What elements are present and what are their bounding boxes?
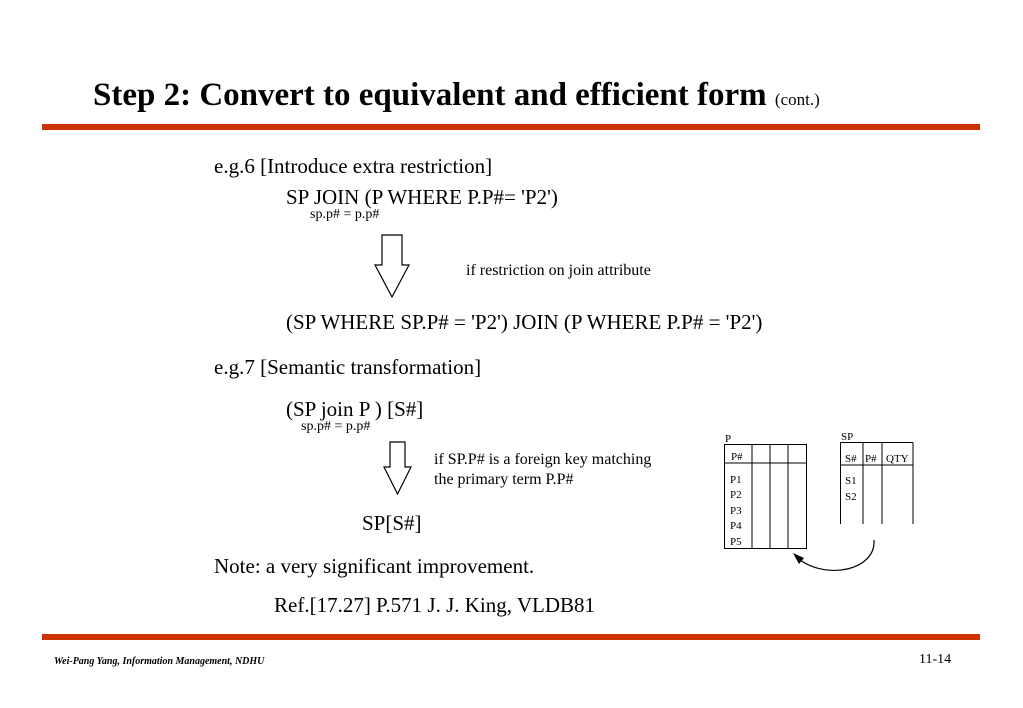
eg6-result: (SP WHERE SP.P# = 'P2') JOIN (P WHERE P.P# = 'P2') (286, 310, 763, 334)
eg6-heading: e.g.6 [Introduce extra restriction] (214, 154, 493, 178)
note-text: Note: a very significant improvement. (214, 554, 535, 578)
p-table-row: P4 (730, 520, 742, 532)
footer-divider (42, 634, 980, 640)
foreign-key-curved-arrow-icon (788, 536, 884, 580)
p-table-header: P# (731, 451, 743, 463)
eg7-expression: (SP join P ) [S#] (286, 397, 424, 421)
p-table-row: P5 (730, 536, 742, 548)
eg6-join-condition: sp.p# = p.p# (310, 207, 380, 222)
eg6-condition: if restriction on join attribute (466, 262, 651, 279)
title-divider (42, 124, 980, 130)
reference-text: Ref.[17.27] P.571 J. J. King, VLDB81 (274, 593, 596, 617)
eg7-condition-line1: if SP.P# is a foreign key matching (434, 451, 652, 468)
eg7-down-arrow-icon (384, 442, 412, 496)
eg6-expression: SP JOIN (P WHERE P.P#= 'P2') (286, 185, 558, 209)
sp-table-header-p: P# (865, 453, 877, 465)
eg7-result: SP[S#] (362, 511, 422, 535)
sp-table-name: SP (841, 431, 854, 443)
eg7-heading: e.g.7 [Semantic transformation] (214, 355, 482, 379)
eg6-down-arrow-icon (374, 235, 410, 299)
p-table-name: P (725, 433, 732, 445)
sp-table-row: S1 (845, 475, 857, 487)
footer-author: Wei-Pang Yang, Information Management, NDHU (54, 656, 265, 667)
page-number: 11-14 (919, 652, 952, 667)
p-table-row: P1 (730, 474, 742, 486)
slide-title (93, 75, 820, 120)
sp-table-header-s: S# (845, 453, 857, 465)
slide-title-text: Step 2: Convert to equivalent and efficient form (93, 77, 767, 113)
p-table-row: P3 (730, 505, 742, 517)
eg7-join-condition: sp.p# = p.p# (301, 419, 371, 434)
eg7-condition-line2: the primary term P.P# (434, 471, 574, 488)
slide-title-suffix: (cont.) (774, 90, 820, 109)
sp-table-row: S2 (845, 491, 857, 503)
p-table-row: P2 (730, 489, 742, 501)
sp-table-header-qty: QTY (886, 453, 909, 465)
